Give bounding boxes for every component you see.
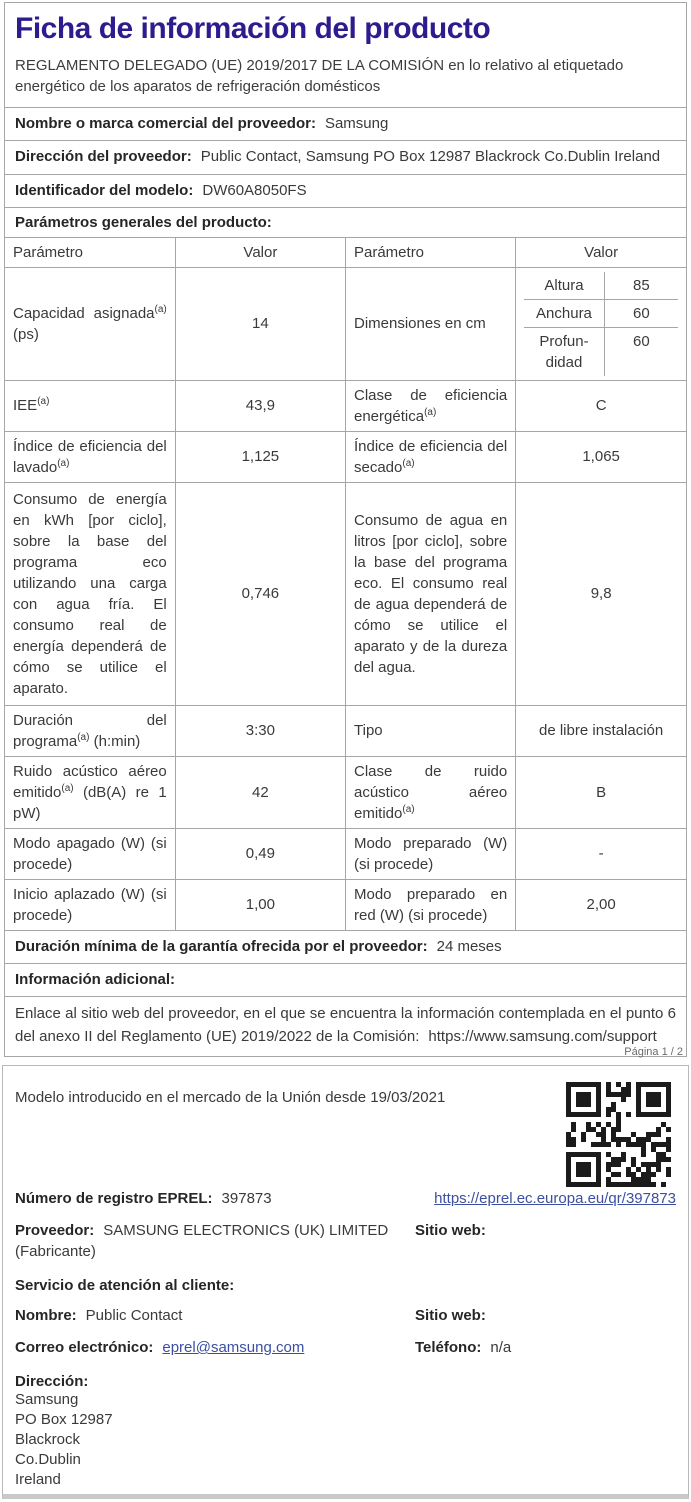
supplier-address-label: Dirección del proveedor: bbox=[15, 148, 192, 166]
param-label-cell: IEE$^{(a)}$ bbox=[5, 380, 175, 431]
eprel-row bbox=[15, 1188, 676, 1209]
param-label-cell: Tipo bbox=[346, 705, 516, 756]
column-header: Parámetro bbox=[346, 237, 516, 267]
param-value-cell: 14 bbox=[175, 267, 345, 380]
website-label: Sitio web: bbox=[415, 1307, 486, 1324]
param-label-cell: Capacidad asignada$^{(a)}$ (ps) bbox=[5, 267, 175, 380]
warranty-value: 24 meses bbox=[436, 937, 502, 955]
efficiency-index-row bbox=[5, 431, 686, 482]
parameters-table bbox=[5, 237, 686, 930]
footer-box bbox=[2, 1065, 689, 1499]
market-entry-text: Modelo introducido en el mercado de la Unión desde 19/03/2021 bbox=[15, 1089, 446, 1106]
model-id-label: Identificador del modelo: bbox=[15, 181, 194, 199]
address-line: Co.Dublin bbox=[15, 1451, 81, 1468]
eprel-link[interactable]: https://eprel.ec.europa.eu/qr/397873 bbox=[434, 1190, 676, 1207]
param-value-cell: 1,065 bbox=[516, 431, 686, 482]
param-label-cell: Inicio aplazado (W) (si procede) bbox=[5, 879, 175, 930]
address-line: PO Box 12987 bbox=[15, 1411, 113, 1428]
param-value-cell: 42 bbox=[175, 756, 345, 828]
consumption-row bbox=[5, 482, 686, 705]
warranty-row bbox=[5, 930, 686, 963]
contact-email: Correo electrónico: eprel@samsung.com bbox=[15, 1339, 305, 1356]
dimension-name: Anchura bbox=[524, 299, 604, 327]
qr-code bbox=[566, 1082, 671, 1187]
param-label-cell: Dimensiones en cm bbox=[346, 267, 516, 380]
supplier-name-row bbox=[5, 107, 686, 140]
param-label-cell: Índice de eficiencia del lavado$^{(a)}$ bbox=[5, 431, 175, 482]
supplier-name-value: Samsung bbox=[324, 115, 389, 133]
contact-name-row bbox=[15, 1305, 676, 1326]
param-value-cell: C bbox=[516, 380, 686, 431]
dimension-value: 85 bbox=[604, 272, 678, 300]
param-label-cell: Clase de ruido acústico aéreo emitido$^{(a)}$ bbox=[346, 756, 516, 828]
provider-name: Proveedor: SAMSUNG ELECTRONICS (UK) LIMITED (Fabricante) bbox=[15, 1222, 389, 1260]
website-label: Sitio web: bbox=[415, 1222, 486, 1239]
param-value-cell: 9,8 bbox=[516, 482, 686, 705]
supplier-support-url: https://www.samsung.com/support bbox=[428, 1027, 657, 1045]
dimension-row bbox=[524, 272, 678, 300]
page-title: Ficha de información del producto bbox=[15, 12, 491, 45]
product-fiche-page bbox=[0, 2, 691, 1502]
param-label-cell: Modo preparado en red (W) (si procede) bbox=[346, 879, 516, 930]
dimension-name: Altura bbox=[524, 272, 604, 300]
contact-email-row bbox=[15, 1337, 676, 1358]
param-value-cell: 0,746 bbox=[175, 482, 345, 705]
fiche-box bbox=[4, 2, 687, 1057]
model-id-value: DW60A8050FS bbox=[202, 181, 307, 199]
contact-name: Nombre: Public Contact bbox=[15, 1307, 183, 1324]
address-line: Samsung bbox=[15, 1391, 79, 1408]
param-value-cell: 43,9 bbox=[175, 380, 345, 431]
supplier-name-label: Nombre o marca comercial del proveedor: bbox=[15, 115, 316, 133]
regulation-text: REGLAMENTO DELEGADO (UE) 2019/2017 DE LA COMISIÓN en lo relativo al etiquetado energético de los aparatos de refrigeración domésticos bbox=[15, 56, 624, 95]
dimensions-subtable-cell bbox=[516, 267, 686, 380]
column-header: Valor bbox=[175, 237, 345, 267]
param-label-cell: Consumo de energía en kWh [por ciclo], sobre la base del programa eco utilizando una carga con agua fría. El consumo real de energía dependerá de cómo se utilice el aparato. bbox=[5, 482, 175, 705]
param-label-cell: Ruido acústico aéreo emitido$^{(a)}$ (dB(A) re 1 pW) bbox=[5, 756, 175, 828]
capacity-dimensions-row bbox=[5, 267, 686, 380]
noise-row bbox=[5, 756, 686, 828]
supplier-link-row bbox=[5, 996, 686, 1056]
param-label-cell: Índice de eficiencia del secado$^{(a)}$ bbox=[346, 431, 516, 482]
off-mode-row bbox=[5, 828, 686, 879]
iee-row bbox=[5, 380, 686, 431]
address-label: Dirección: bbox=[15, 1373, 89, 1390]
param-label-cell: Modo preparado (W) (si procede) bbox=[346, 828, 516, 879]
provider-row bbox=[15, 1220, 676, 1262]
additional-info-header: Información adicional: bbox=[5, 963, 686, 996]
duration-type-row bbox=[5, 705, 686, 756]
table-header-row bbox=[5, 237, 686, 267]
supplier-address-value: Public Contact, Samsung PO Box 12987 Blackrock Co.Dublin Ireland bbox=[200, 148, 661, 166]
param-value-cell: B bbox=[516, 756, 686, 828]
address-line: Ireland bbox=[15, 1471, 61, 1488]
dimension-name: Profundidad bbox=[524, 327, 604, 376]
email-link[interactable]: eprel@samsung.com bbox=[162, 1339, 305, 1356]
dimension-value: 60 bbox=[604, 327, 678, 376]
address-block bbox=[15, 1373, 676, 1490]
dimension-row bbox=[524, 299, 678, 327]
model-id-row bbox=[5, 174, 686, 207]
supplier-link-text: Enlace al sitio web del proveedor, en el que se encuentra la información contemplada en el punto 6 del anexo II del Reglamento (UE) 2019/2022 de la Comisión: bbox=[15, 1005, 676, 1045]
general-params-header: Parámetros generales del producto: bbox=[5, 207, 686, 237]
param-label-cell: Modo apagado (W) (si procede) bbox=[5, 828, 175, 879]
delayed-start-row bbox=[5, 879, 686, 930]
param-value-cell: - bbox=[516, 828, 686, 879]
param-label-cell: Duración del programa$^{(a)}$ (h:min) bbox=[5, 705, 175, 756]
dimension-row bbox=[524, 327, 678, 376]
param-value-cell: 0,49 bbox=[175, 828, 345, 879]
dimension-value: 60 bbox=[604, 299, 678, 327]
param-value-cell: 1,00 bbox=[175, 879, 345, 930]
param-value-cell: de libre instalación bbox=[516, 705, 686, 756]
dimensions-subtable bbox=[524, 272, 678, 376]
param-value-cell: 2,00 bbox=[516, 879, 686, 930]
supplier-address-row bbox=[5, 140, 686, 173]
title-section bbox=[5, 3, 686, 107]
page-indicator: Página 1 / 2 bbox=[624, 1046, 683, 1058]
warranty-label: Duración mínima de la garantía ofrecida por el proveedor: bbox=[15, 937, 428, 955]
param-value-cell: 3:30 bbox=[175, 705, 345, 756]
eprel-number: Número de registro EPREL: 397873 bbox=[15, 1190, 272, 1207]
column-header: Parámetro bbox=[5, 237, 175, 267]
param-label-cell: Consumo de agua en litros [por ciclo], sobre la base del programa eco. El consumo real de agua dependerá de cómo se utilice el aparato y de la dureza del agua. bbox=[346, 482, 516, 705]
contact-phone: Teléfono: n/a bbox=[415, 1339, 512, 1356]
address-line: Blackrock bbox=[15, 1431, 81, 1448]
param-value-cell: 1,125 bbox=[175, 431, 345, 482]
customer-service-header: Servicio de atención al cliente: bbox=[15, 1277, 235, 1294]
param-label-cell: Clase de eficiencia energética$^{(a)}$ bbox=[346, 380, 516, 431]
column-header: Valor bbox=[516, 237, 686, 267]
